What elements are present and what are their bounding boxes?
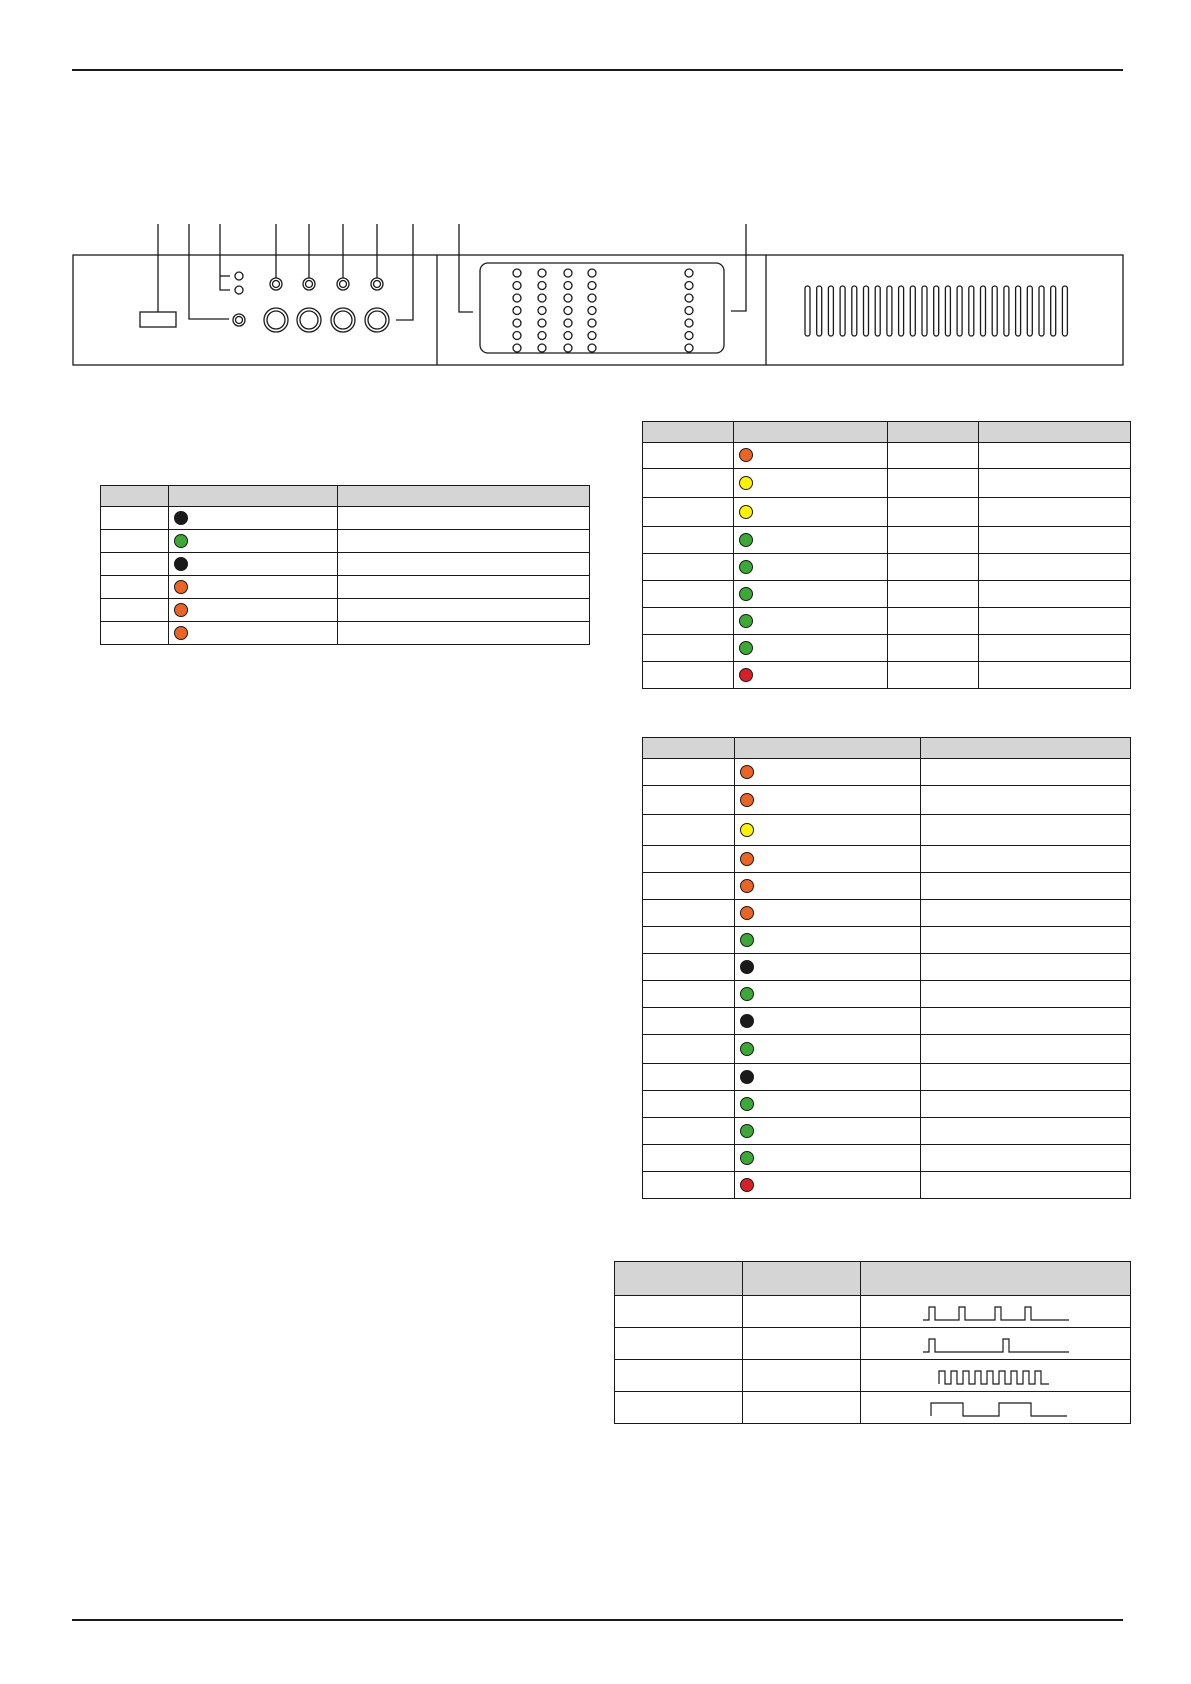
table-cell xyxy=(643,786,735,815)
led-indicator-orange xyxy=(740,765,754,779)
vent-slot xyxy=(1062,286,1067,336)
led-indicator-green xyxy=(739,560,753,574)
led-indicator-black xyxy=(740,1070,754,1084)
table-row xyxy=(615,1360,1131,1392)
table-header-cell xyxy=(338,486,590,507)
table-row xyxy=(643,1118,1131,1145)
callout-line xyxy=(220,224,230,290)
table-row xyxy=(643,786,1131,815)
table-cell xyxy=(169,599,338,622)
table-header-cell xyxy=(101,486,169,507)
table-row xyxy=(643,1008,1131,1035)
table-cell xyxy=(743,1328,861,1360)
table-row xyxy=(615,1296,1131,1328)
callout-line xyxy=(396,224,413,320)
table-cell xyxy=(888,554,979,581)
display-led xyxy=(538,294,546,302)
led-indicator-yellow xyxy=(740,823,754,837)
led-indicator-green xyxy=(739,641,753,655)
vent-slot xyxy=(1027,286,1032,336)
table-row xyxy=(643,608,1131,635)
vent-slot xyxy=(805,286,810,336)
table-cell xyxy=(643,443,734,469)
display-led xyxy=(513,269,521,277)
table-cell xyxy=(169,507,338,530)
led-indicator-green xyxy=(739,614,753,628)
table-cell xyxy=(643,608,734,635)
table-header-cell xyxy=(615,1262,743,1296)
table-cell xyxy=(888,469,979,498)
led-indicator-orange xyxy=(739,448,753,462)
table-header-cell xyxy=(735,738,921,759)
table-header-cell xyxy=(743,1262,861,1296)
waveform-icon xyxy=(921,1396,1071,1420)
led-indicator-orange xyxy=(740,906,754,920)
table-cell xyxy=(101,530,169,553)
vent-slot xyxy=(957,286,962,336)
vent-slot xyxy=(945,286,950,336)
table-cell xyxy=(921,1035,1131,1064)
display-led xyxy=(564,332,572,340)
table-cell xyxy=(643,759,735,786)
table-row xyxy=(643,759,1131,786)
led-indicator-green xyxy=(740,1151,754,1165)
display-led xyxy=(564,294,572,302)
table-cell xyxy=(338,576,590,599)
table-cell xyxy=(921,900,1131,927)
table-cell xyxy=(101,553,169,576)
led-indicator-black xyxy=(740,1014,754,1028)
table-row xyxy=(643,846,1131,873)
table-cell xyxy=(979,469,1131,498)
status-led xyxy=(235,286,243,294)
indicator-table-1 xyxy=(100,485,590,645)
table-cell xyxy=(643,469,734,498)
display-led xyxy=(538,319,546,327)
display-led xyxy=(685,332,693,340)
table-cell xyxy=(921,954,1131,981)
vent-slot xyxy=(981,286,986,336)
large-knob-inner xyxy=(368,311,386,329)
table-cell xyxy=(921,1118,1131,1145)
display-led xyxy=(513,307,521,315)
vent-slot xyxy=(1004,286,1009,336)
table-cell xyxy=(101,507,169,530)
table-cell xyxy=(734,608,888,635)
table-cell xyxy=(735,954,921,981)
table-header-cell xyxy=(861,1262,1131,1296)
display-led xyxy=(685,319,693,327)
led-indicator-orange xyxy=(740,793,754,807)
table-row xyxy=(101,553,590,576)
table-cell xyxy=(979,498,1131,527)
table-cell xyxy=(743,1360,861,1392)
table-cell xyxy=(101,599,169,622)
table-cell xyxy=(643,527,734,554)
table-row xyxy=(643,815,1131,846)
table-cell xyxy=(643,981,735,1008)
table-row xyxy=(643,927,1131,954)
table-cell xyxy=(735,846,921,873)
table-cell xyxy=(734,443,888,469)
waveform-table xyxy=(614,1261,1131,1424)
display-led xyxy=(538,332,546,340)
table-row xyxy=(643,954,1131,981)
table-cell xyxy=(979,662,1131,689)
vent-slot xyxy=(922,286,927,336)
display-led xyxy=(588,307,596,315)
led-indicator-green xyxy=(740,1042,754,1056)
led-indicator-orange xyxy=(174,603,188,617)
table-row xyxy=(643,581,1131,608)
table-cell xyxy=(921,927,1131,954)
table-row xyxy=(615,1392,1131,1424)
front-panel-diagram xyxy=(0,0,1191,380)
table-cell xyxy=(734,581,888,608)
table-row xyxy=(101,576,590,599)
table-cell xyxy=(979,581,1131,608)
led-indicator-green xyxy=(174,534,188,548)
table-cell xyxy=(615,1392,743,1424)
table-cell xyxy=(921,846,1131,873)
led-indicator-black xyxy=(174,557,188,571)
table-cell xyxy=(921,1064,1131,1091)
table-cell xyxy=(979,635,1131,662)
indicator-table-2 xyxy=(642,421,1131,689)
display-led xyxy=(513,344,521,352)
display-led xyxy=(685,294,693,302)
table-row xyxy=(643,1145,1131,1172)
table-cell xyxy=(734,662,888,689)
waveform-periodic-pulse-slow xyxy=(923,1307,1069,1320)
ventilation-slots xyxy=(805,286,1067,336)
display-led xyxy=(685,307,693,315)
table-cell xyxy=(338,530,590,553)
table-header-cell xyxy=(643,422,734,443)
waveform-icon xyxy=(921,1364,1071,1388)
table-cell xyxy=(735,927,921,954)
table-row xyxy=(643,1172,1131,1199)
display-led xyxy=(513,282,521,290)
table-cell xyxy=(921,1091,1131,1118)
table-row xyxy=(643,498,1131,527)
table-cell xyxy=(643,662,734,689)
table-cell xyxy=(101,576,169,599)
led-indicator-green xyxy=(740,987,754,1001)
table-cell xyxy=(861,1296,1131,1328)
display-led xyxy=(564,269,572,277)
table-cell xyxy=(169,530,338,553)
table-cell xyxy=(735,1035,921,1064)
table-cell xyxy=(643,554,734,581)
table-row xyxy=(643,900,1131,927)
table-cell xyxy=(338,622,590,645)
table-cell xyxy=(743,1392,861,1424)
table-cell xyxy=(615,1296,743,1328)
table-cell xyxy=(921,786,1131,815)
vent-slot xyxy=(840,286,845,336)
table-cell xyxy=(861,1328,1131,1360)
table-row xyxy=(643,873,1131,900)
table-cell xyxy=(888,581,979,608)
table-header-cell xyxy=(643,738,735,759)
table-cell xyxy=(861,1392,1131,1424)
vent-slot xyxy=(1039,286,1044,336)
table-cell xyxy=(643,1172,735,1199)
vent-slot xyxy=(887,286,892,336)
vent-slot xyxy=(828,286,833,336)
bottom-rule xyxy=(72,1619,1123,1621)
led-indicator-green xyxy=(740,1124,754,1138)
table-cell xyxy=(921,1145,1131,1172)
waveform-periodic-pulse-fast xyxy=(939,1371,1049,1384)
led-indicator-yellow xyxy=(739,476,753,490)
table-cell xyxy=(735,815,921,846)
table-cell xyxy=(888,662,979,689)
led-indicator-black xyxy=(174,511,188,525)
table-cell xyxy=(643,846,735,873)
table-cell xyxy=(643,581,734,608)
status-led xyxy=(235,272,243,280)
table-cell xyxy=(735,1145,921,1172)
table-cell xyxy=(735,873,921,900)
callout-line xyxy=(459,224,473,312)
table-cell xyxy=(169,622,338,645)
table-cell xyxy=(643,1091,735,1118)
display-led-matrix xyxy=(513,269,693,352)
table-row xyxy=(643,981,1131,1008)
led-indicator-orange xyxy=(740,852,754,866)
display-led xyxy=(588,269,596,277)
vent-slot xyxy=(864,286,869,336)
table-row xyxy=(643,662,1131,689)
display-led xyxy=(513,319,521,327)
table-cell xyxy=(921,815,1131,846)
led-indicator-green xyxy=(740,1097,754,1111)
table-cell xyxy=(734,498,888,527)
led-indicator-red xyxy=(739,668,753,682)
table-row xyxy=(643,1035,1131,1064)
display-led xyxy=(588,344,596,352)
led-indicator-black xyxy=(740,960,754,974)
table-cell xyxy=(861,1360,1131,1392)
table-cell xyxy=(743,1296,861,1328)
table-cell xyxy=(338,599,590,622)
table-cell xyxy=(921,759,1131,786)
table-row xyxy=(643,443,1131,469)
small-knob-inner xyxy=(374,281,381,288)
table-row xyxy=(101,530,590,553)
table-row xyxy=(643,554,1131,581)
large-knob-inner xyxy=(267,311,285,329)
waveform-periodic-pulse-sparse xyxy=(923,1339,1069,1352)
table-header-cell xyxy=(979,422,1131,443)
callout-line xyxy=(189,224,229,319)
small-knob xyxy=(371,278,383,290)
vent-slot xyxy=(934,286,939,336)
led-indicator-orange xyxy=(740,879,754,893)
vent-slot xyxy=(910,286,915,336)
table-cell xyxy=(735,1118,921,1145)
table-cell xyxy=(734,469,888,498)
display-led xyxy=(685,282,693,290)
table-header-cell xyxy=(921,738,1131,759)
table-cell xyxy=(979,608,1131,635)
table-cell xyxy=(921,1172,1131,1199)
display-led xyxy=(513,294,521,302)
table-cell xyxy=(643,927,735,954)
display-led xyxy=(685,344,693,352)
vent-slot xyxy=(1016,286,1021,336)
table-cell xyxy=(735,981,921,1008)
display-led xyxy=(588,319,596,327)
vent-slot xyxy=(899,286,904,336)
display-led xyxy=(513,332,521,340)
table-cell xyxy=(615,1360,743,1392)
led-indicator-red xyxy=(740,1178,754,1192)
small-knob-inner xyxy=(306,281,313,288)
display-led xyxy=(564,282,572,290)
table-header-cell xyxy=(169,486,338,507)
table-row xyxy=(101,507,590,530)
waveform-icon xyxy=(921,1300,1071,1324)
table-cell xyxy=(734,527,888,554)
table-cell xyxy=(734,554,888,581)
large-knob-inner xyxy=(334,311,352,329)
table-cell xyxy=(338,507,590,530)
vent-slot xyxy=(852,286,857,336)
table-cell xyxy=(921,1008,1131,1035)
small-knob xyxy=(337,278,349,290)
table-row xyxy=(643,1091,1131,1118)
callout-line xyxy=(731,224,746,311)
table-row xyxy=(615,1328,1131,1360)
display-led xyxy=(538,344,546,352)
small-knob xyxy=(303,278,315,290)
table-cell xyxy=(643,1008,735,1035)
table-cell xyxy=(643,815,735,846)
large-knob-inner xyxy=(300,311,318,329)
small-jack-inner xyxy=(236,317,243,324)
power-switch xyxy=(140,312,176,327)
display-led xyxy=(564,307,572,315)
led-indicator-orange xyxy=(174,626,188,640)
table-cell xyxy=(888,443,979,469)
table-cell xyxy=(643,1064,735,1091)
table-row xyxy=(643,635,1131,662)
led-indicator-green xyxy=(739,587,753,601)
display-led xyxy=(588,294,596,302)
display-led xyxy=(588,282,596,290)
small-knob-inner xyxy=(273,281,280,288)
table-cell xyxy=(643,1118,735,1145)
table-row xyxy=(101,622,590,645)
small-knob xyxy=(270,278,282,290)
vent-slot xyxy=(969,286,974,336)
table-cell xyxy=(921,873,1131,900)
table-cell xyxy=(888,498,979,527)
vent-slot xyxy=(817,286,822,336)
led-indicator-yellow xyxy=(739,505,753,519)
table-cell xyxy=(735,1172,921,1199)
table-cell xyxy=(643,635,734,662)
display-led xyxy=(685,269,693,277)
table-cell xyxy=(979,527,1131,554)
display-led xyxy=(588,332,596,340)
table-cell xyxy=(735,759,921,786)
table-cell xyxy=(735,1008,921,1035)
table-cell xyxy=(979,554,1131,581)
table-cell xyxy=(735,900,921,927)
table-cell xyxy=(888,608,979,635)
table-header-cell xyxy=(888,422,979,443)
table-cell xyxy=(615,1328,743,1360)
table-cell xyxy=(643,873,735,900)
vent-slot xyxy=(1051,286,1056,336)
table-row xyxy=(643,527,1131,554)
display-led xyxy=(538,269,546,277)
table-cell xyxy=(643,1145,735,1172)
led-indicator-green xyxy=(740,933,754,947)
display-led xyxy=(564,319,572,327)
waveform-icon xyxy=(921,1332,1071,1356)
table-cell xyxy=(643,954,735,981)
vent-slot xyxy=(992,286,997,336)
table-row xyxy=(101,599,590,622)
table-header-cell xyxy=(734,422,888,443)
led-indicator-orange xyxy=(174,580,188,594)
vent-slot xyxy=(875,286,880,336)
table-cell xyxy=(735,1064,921,1091)
table-cell xyxy=(338,553,590,576)
indicator-table-3 xyxy=(642,737,1131,1199)
display-led xyxy=(538,307,546,315)
table-cell xyxy=(888,635,979,662)
table-cell xyxy=(643,1035,735,1064)
table-cell xyxy=(735,1091,921,1118)
small-jack xyxy=(233,314,245,326)
table-cell xyxy=(169,553,338,576)
display-led xyxy=(564,344,572,352)
table-row xyxy=(643,469,1131,498)
table-cell xyxy=(921,981,1131,1008)
table-row xyxy=(643,1064,1131,1091)
display-led xyxy=(538,282,546,290)
table-cell xyxy=(101,622,169,645)
table-cell xyxy=(169,576,338,599)
table-cell xyxy=(888,527,979,554)
table-cell xyxy=(979,443,1131,469)
led-indicator-green xyxy=(739,533,753,547)
table-cell xyxy=(735,786,921,815)
table-cell xyxy=(643,498,734,527)
waveform-square-wave xyxy=(931,1403,1067,1416)
table-cell xyxy=(643,900,735,927)
panel-outline xyxy=(73,255,1123,365)
small-knob-inner xyxy=(340,281,347,288)
table-cell xyxy=(734,635,888,662)
